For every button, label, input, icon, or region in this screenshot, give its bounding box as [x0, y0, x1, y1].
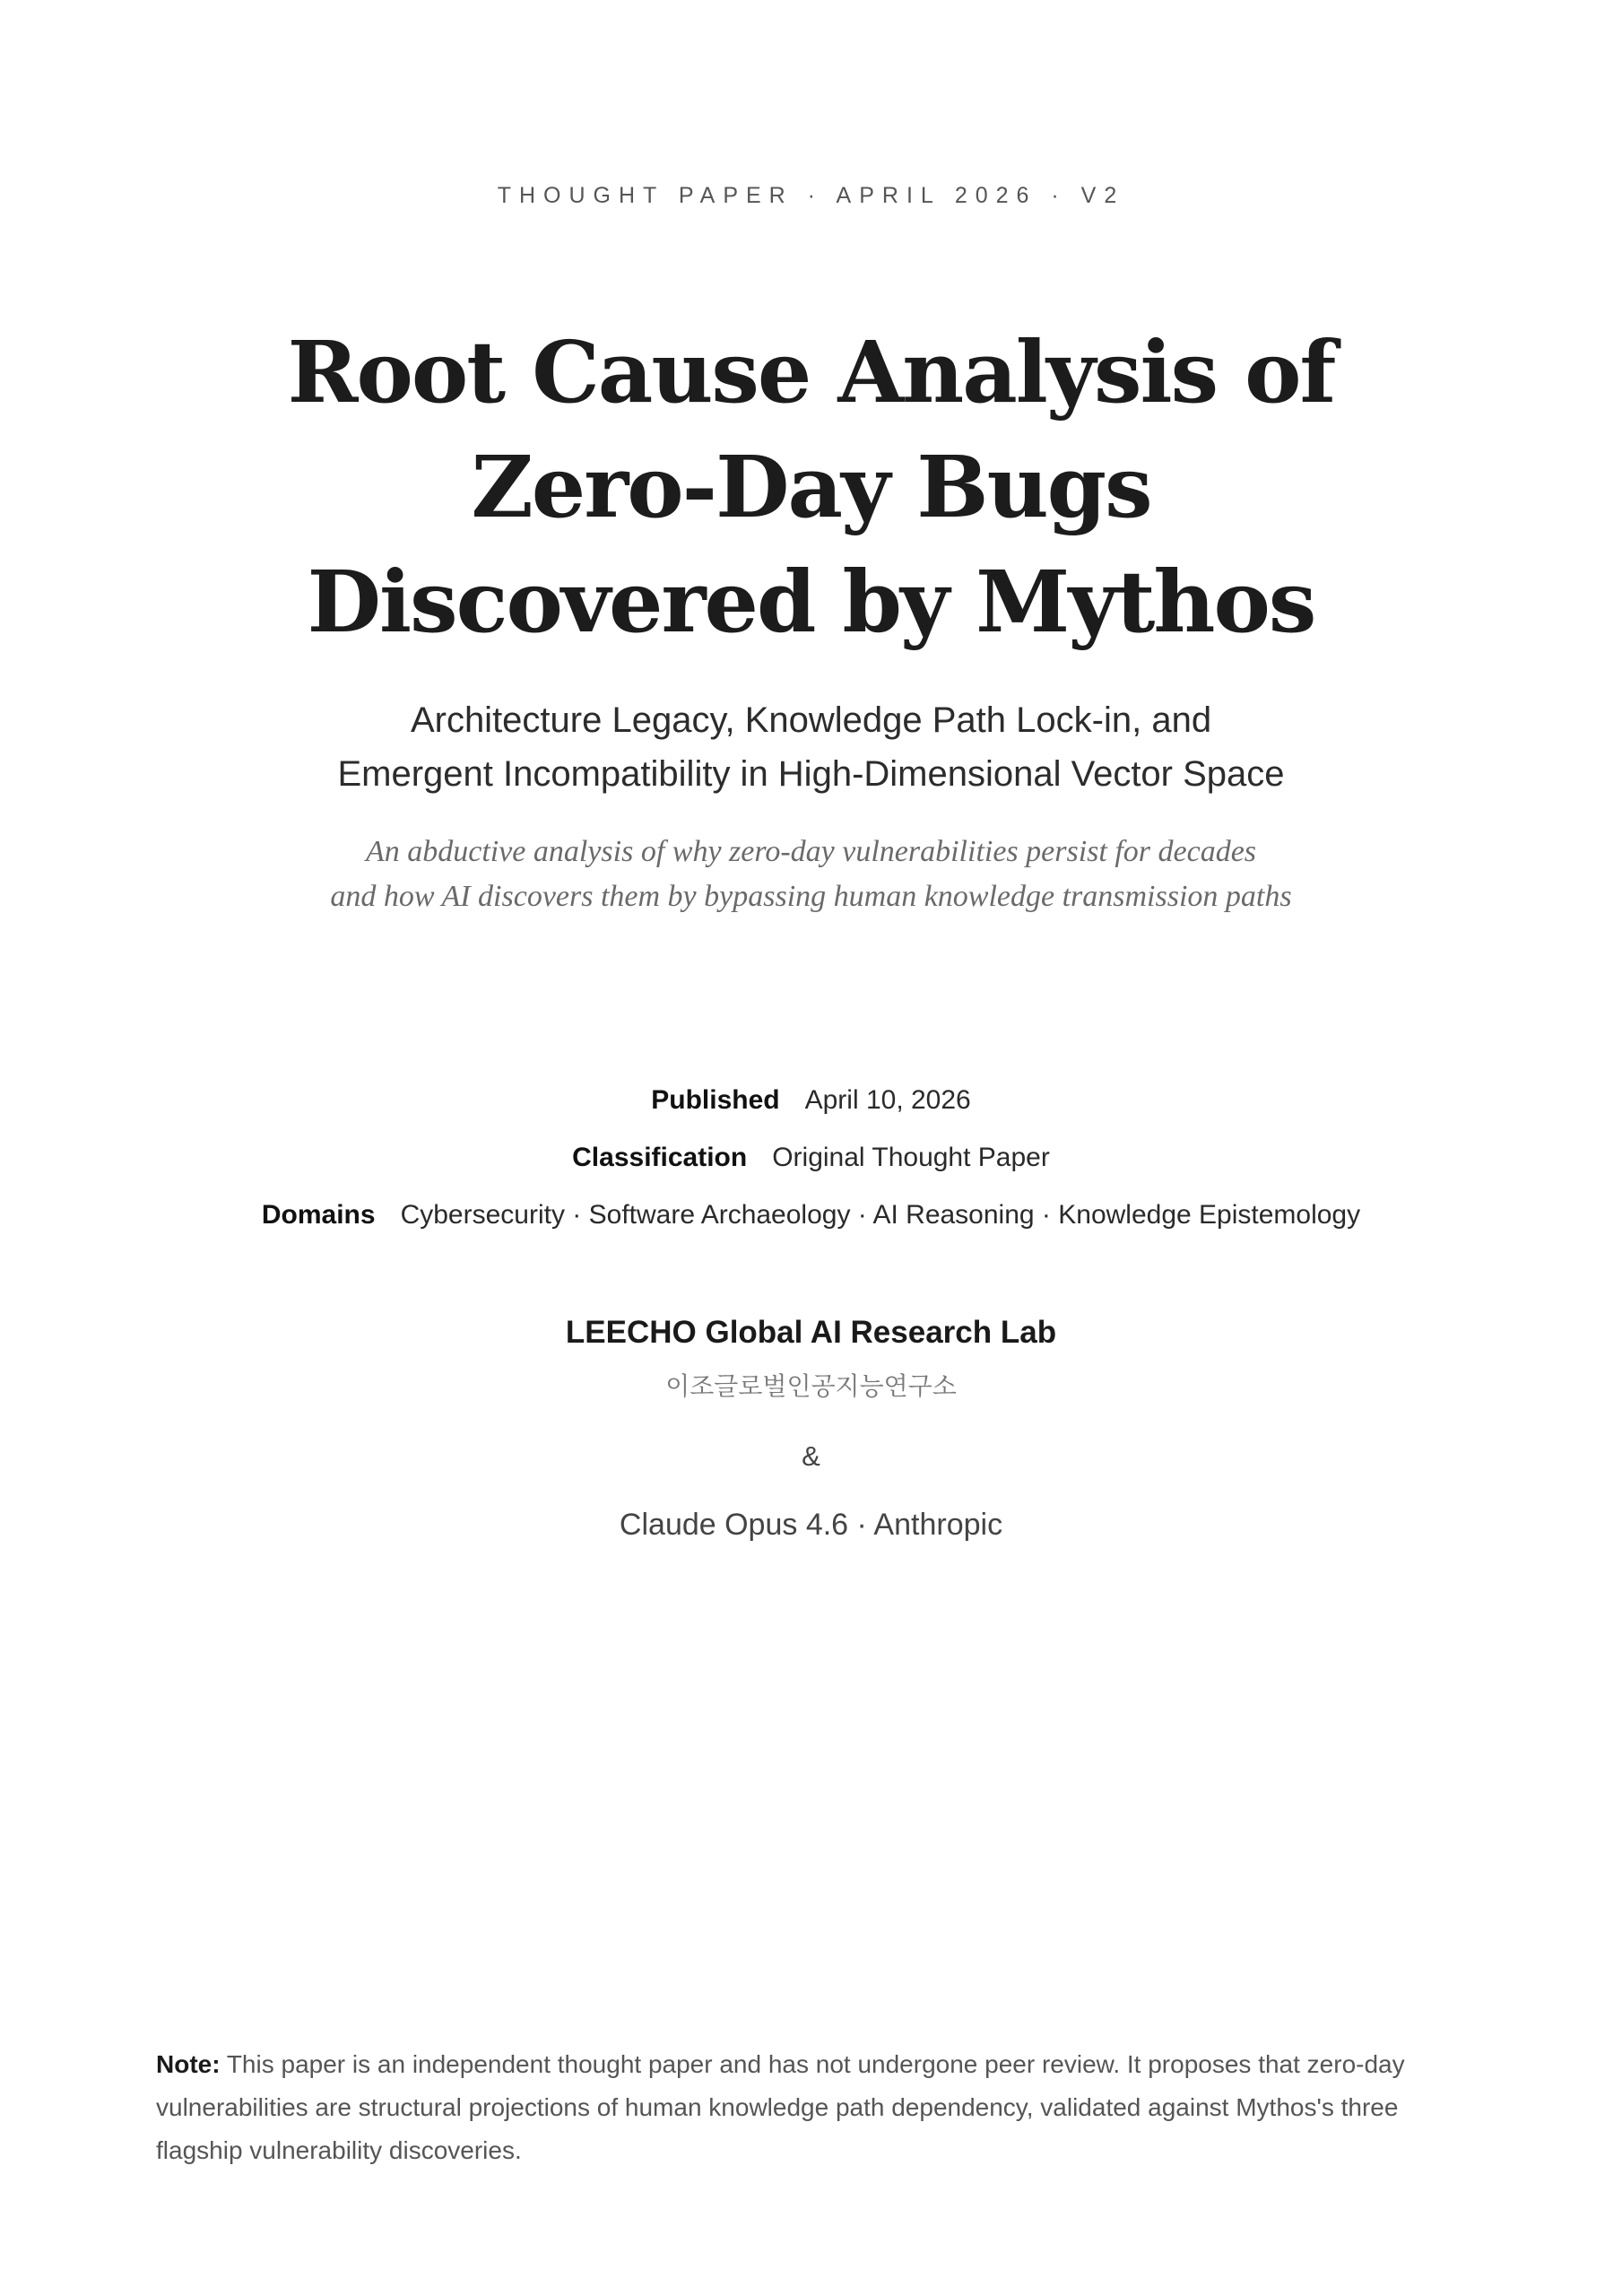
- paper-title-line-1: Root Cause Analysis of: [287, 323, 1335, 422]
- paper-subtitle: [0, 693, 1622, 801]
- metadata-label: Domains: [261, 1200, 376, 1230]
- author-conjunction: &: [802, 1440, 820, 1472]
- paper-tagline: [0, 830, 1622, 919]
- paper-title-line-3: Discovered by Mythos: [307, 552, 1315, 652]
- paper-tagline-line-2: and how AI discovers them by bypassing human knowledge transmission paths: [330, 880, 1292, 913]
- note-text: This paper is an independent thought paper and has not undergone peer review. It proposes that zero-day vulnerabilities are structural projections of human knowledge path dependency, validated against Mythos's three flagship vulnerability discoveries.: [156, 2050, 1405, 2164]
- metadata-label: Published: [651, 1085, 780, 1115]
- paper-note: [156, 2043, 1474, 2172]
- author-lab-name-korean: 이조글로벌인공지능연구소: [665, 1371, 957, 1401]
- paper-subtitle-line-1: Architecture Legacy, Knowledge Path Lock-in, and: [410, 700, 1212, 740]
- author-lab-name: LEECHO Global AI Research Lab: [565, 1315, 1057, 1350]
- metadata-value: Original Thought Paper: [772, 1143, 1050, 1172]
- paper-tagline-line-1: An abductive analysis of why zero-day vulnerabilities persist for decades: [365, 835, 1257, 868]
- metadata-row-classification: [0, 1129, 1622, 1187]
- metadata-label: Classification: [572, 1143, 748, 1172]
- paper-metadata: [0, 1072, 1622, 1244]
- paper-eyebrow: THOUGHT PAPER · APRIL 2026 · V2: [497, 183, 1125, 208]
- metadata-row-domains: [0, 1187, 1622, 1244]
- metadata-value: Cybersecurity · Software Archaeology · AI Reasoning · Knowledge Epistemology: [400, 1200, 1361, 1230]
- paper-title-line-2: Zero-Day Bugs: [471, 438, 1151, 537]
- metadata-row-published: [0, 1072, 1622, 1129]
- author-coauthor: Claude Opus 4.6 · Anthropic: [619, 1508, 1003, 1542]
- metadata-value: April 10, 2026: [804, 1085, 971, 1115]
- paper-title: [0, 316, 1622, 660]
- paper-subtitle-line-2: Emergent Incompatibility in High-Dimensional Vector Space: [337, 754, 1285, 794]
- note-label: Note:: [156, 2050, 221, 2078]
